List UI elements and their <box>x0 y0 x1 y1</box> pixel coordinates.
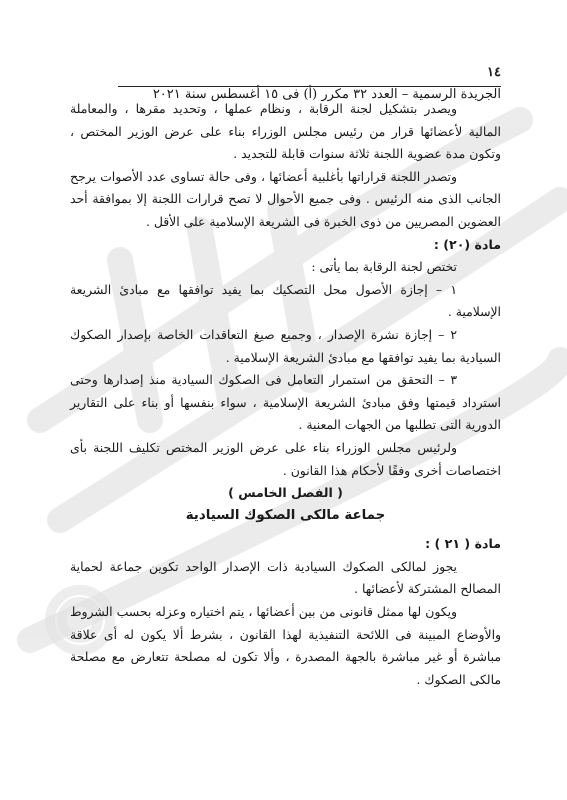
article-20-item-3: ٣ – التحقق من استمرار التعامل فى الصكوك السيادية منذ إصدارها وحتى استرداد قيمتها وفق مبادئ الشريعة الإسلامية ، سواء بنفسها أو بناء على التقارير الدورية التى تطلبها من الجهات المعنية . <box>70 372 501 433</box>
chapter-label: ( الفصل الخامس ) <box>228 485 343 501</box>
article-20-item-2: ٢ – إجازة نشرة الإصدار ، وجميع صيغ التعاقدات الخاصة بإصدار الصكوك السيادية بما يفيد توافقها مع مبادئ الشريعة الإسلامية . <box>70 326 501 365</box>
paragraph-committee-decisions: وتصدر اللجنة قراراتها بأغلبية أعضائها ، وفى حالة تساوى عدد الأصوات يرجح الجانب الذى منه الرئيس . وفى جميع الأحوال لا تصح قرارات اللجنة إلا بموافقة أحد العضوين المصريين من ذوى الخبرة فى الشريعة الإسلامية على الأقل . <box>70 168 501 229</box>
article-20-closing: ولرئيس مجلس الوزراء بناء على عرض الوزير المختص تكليف اللجنة بأى اختصاصات أخرى وفقًا لأحكام هذا القانون . <box>70 439 501 478</box>
chapter-name: جماعة مالكى الصكوك السيادية <box>185 507 386 523</box>
article-20-item-1: ١ – إجازة الأصول محل التصكيك بما يفيد توافقها مع مبادئ الشريعة الإسلامية . <box>70 281 501 320</box>
article-20-intro: تختص لجنة الرقابة بما يأتى : <box>311 259 457 275</box>
paragraph-committee-formation: ويصدر بتشكيل لجنة الرقابة ، ونظام عملها ، وتحديد مقرها ، والمعاملة المالية لأعضائها قرار من رئيس مجلس الوزراء بناء على عرض الوزير المختص ، وتكون مدة عضوية اللجنة ثلاثة سنوات قابلة للتجديد . <box>70 101 501 162</box>
publication-title: الجريدة الرسمية – العدد ٣٢ مكرر (أ) فى ١٥ أغسطس سنة ٢٠٢١ <box>152 87 501 102</box>
article-20-title: مادة (٢٠) : <box>433 236 501 252</box>
page-number: ١٤ <box>487 65 501 80</box>
article-21-paragraph-1: يجوز لمالكى الصكوك السيادية ذات الإصدار الواحد تكوين جماعة لحماية المصالح المشتركة لأعضائها . <box>70 558 501 597</box>
article-21-paragraph-2: ويكون لها ممثل قانونى من بين أعضائها ، يتم اختياره وعزله بحسب الشروط والأوضاع المبينة فى اللائحة التنفيذية لهذا القانون ، بشرط ألا يكون له أى علاقة مباشرة أو غير مباشرة بالجهة المصدرة ، وألا تكون له مصلحة تتعارض مع مصلحة مالكى الصكوك . <box>70 604 501 687</box>
article-21-title: مادة ( ٢١ ) : <box>425 536 501 552</box>
header-divider <box>118 86 501 87</box>
document-body <box>70 98 501 691</box>
page-header <box>118 62 501 102</box>
